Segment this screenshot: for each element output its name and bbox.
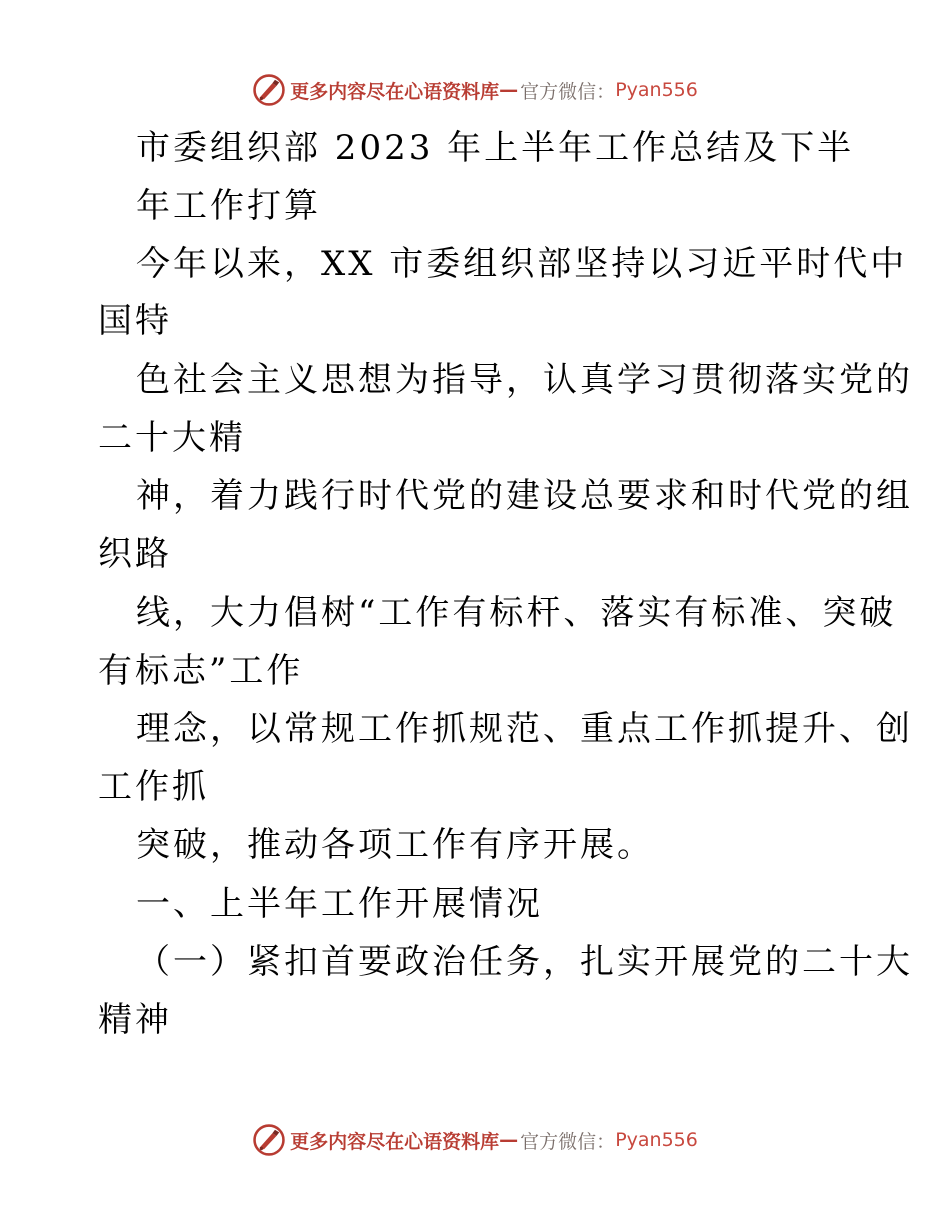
section-heading: 一、上半年工作开展情况 (136, 884, 543, 924)
paragraph-line: 线，大力倡树“工作有标杆、落实有标准、突破 (136, 593, 897, 633)
watermark-handle: Pyan556 (615, 79, 698, 101)
paragraph-line: 二十大精 (98, 418, 246, 458)
watermark-dash: — (499, 79, 519, 101)
pen-logo-icon (252, 1123, 286, 1157)
document-title-line-2: 年工作打算 (136, 186, 321, 226)
paragraph-line: 今年以来，XX 市委组织部坚持以习近平时代中 (136, 244, 908, 284)
watermark-text: 更多内容尽在心语资料库 (290, 1130, 500, 1153)
paragraph-line: 国特 (98, 301, 172, 341)
paragraph-line: 织路 (98, 534, 172, 574)
watermark-handle: Pyan556 (615, 1129, 698, 1151)
pen-logo-icon (252, 73, 286, 107)
paragraph-line: 有标志”工作 (98, 651, 304, 691)
watermark-header (0, 70, 950, 110)
watermark-text: 更多内容尽在心语资料库 (290, 80, 500, 103)
paragraph-line: 色社会主义思想为指导，认真学习贯彻落实党的 (136, 360, 913, 400)
subsection-heading-line-1: （一）紧扣首要政治任务，扎实开展党的二十大 (136, 942, 913, 982)
paragraph-line: 理念，以常规工作抓规范、重点工作抓提升、创 (136, 709, 913, 749)
paragraph-line: 突破，推动各项工作有序开展。 (136, 825, 654, 865)
paragraph-line: 工作抓 (98, 767, 209, 807)
watermark-dash: — (499, 1129, 519, 1151)
paragraph-line: 神，着力践行时代党的建设总要求和时代党的组 (136, 476, 913, 516)
watermark-wechat-label: 官方微信： (520, 80, 616, 103)
document-title-line-1: 市委组织部 2023 年上半年工作总结及下半 (136, 128, 855, 168)
watermark-footer (0, 1120, 950, 1160)
subsection-heading-line-2: 精神 (98, 1000, 172, 1040)
watermark-wechat-label: 官方微信： (520, 1130, 616, 1153)
